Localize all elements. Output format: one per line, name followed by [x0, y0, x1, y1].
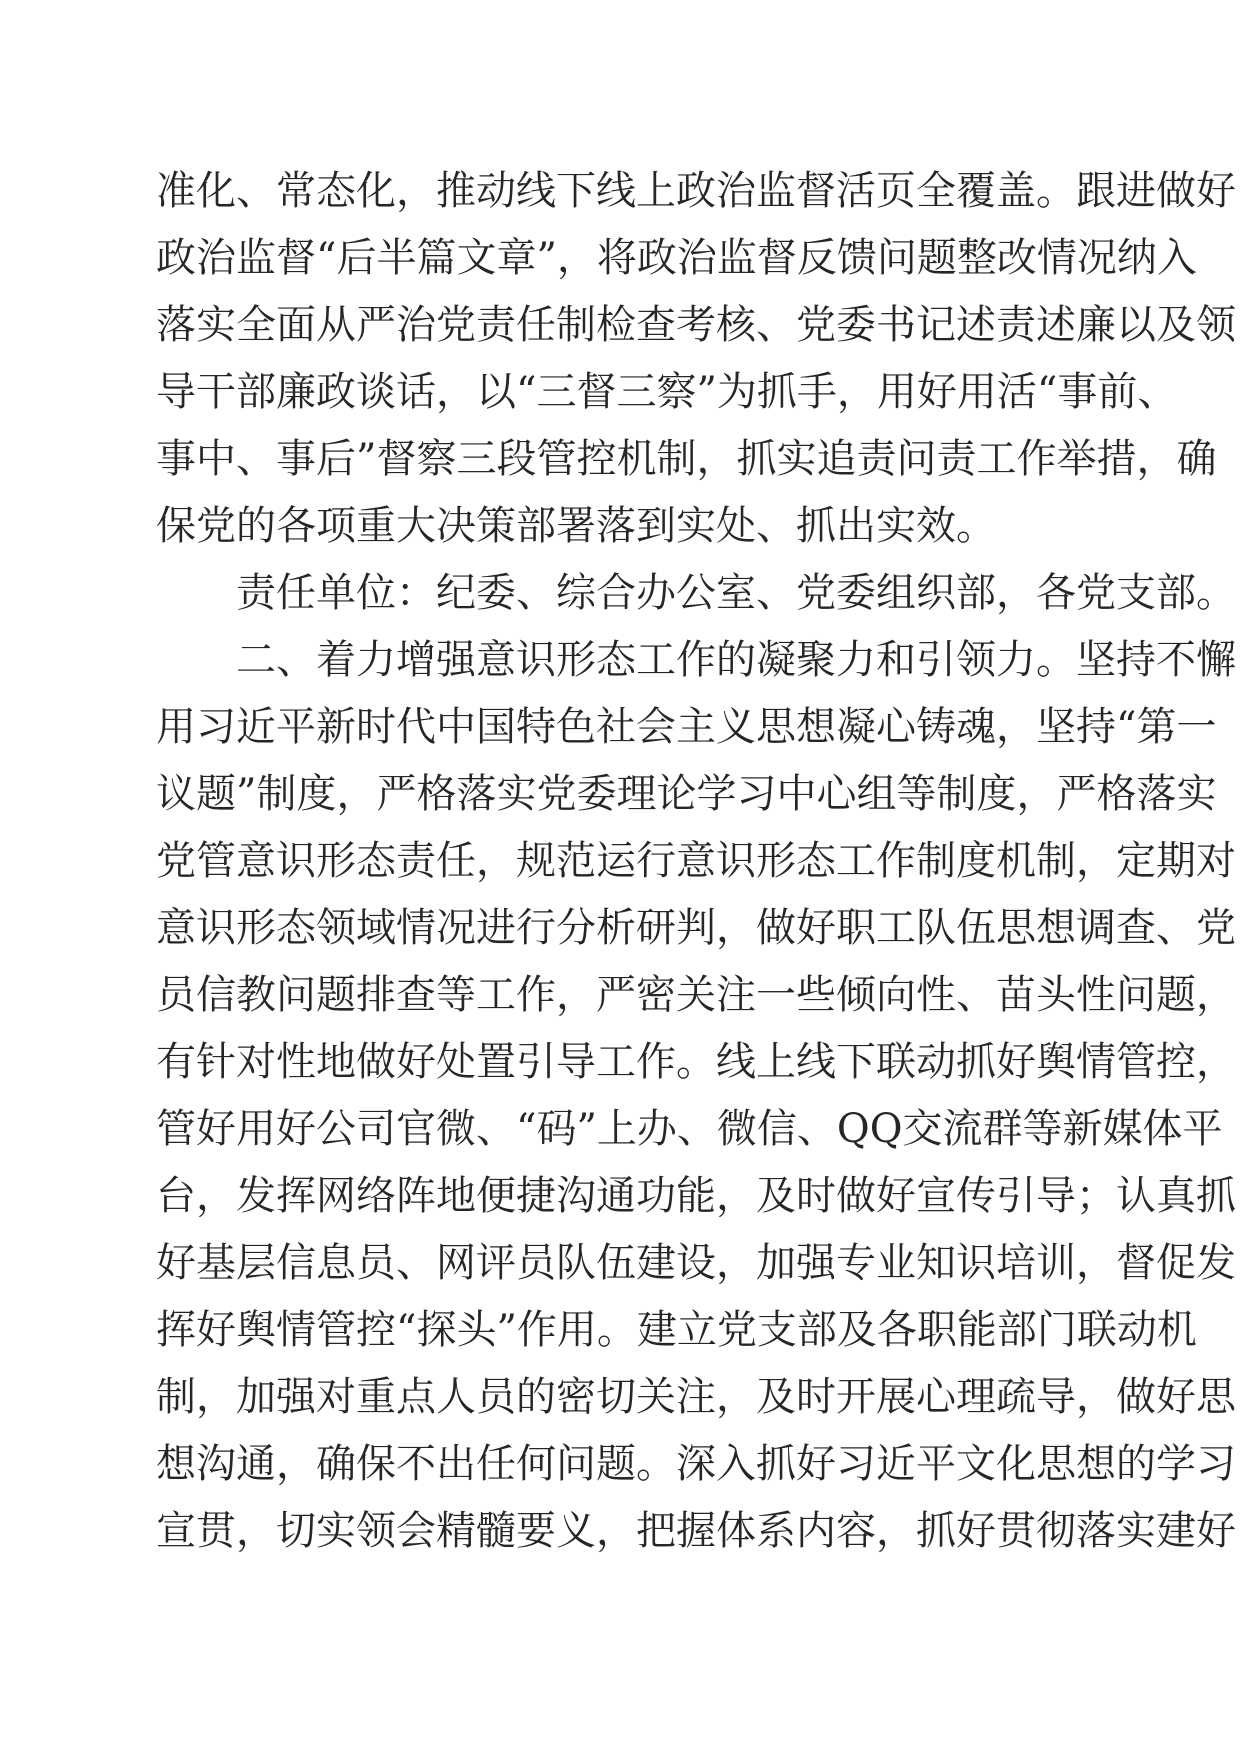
text-line-2: 政治监督“后半篇文章”，将政治监督反馈问题整改情况纳入	[156, 235, 1197, 281]
text-line-12: 意识形态领域情况进行分析研判，做好职工队伍思想调查、党	[156, 905, 1236, 951]
text-line-13: 员信教问题排查等工作，严密关注一些倾向性、苗头性问题，	[156, 972, 1236, 1018]
document-body	[156, 158, 1236, 1565]
text-line-15: 管好用好公司官微、“码”上办、微信、QQ交流群等新媒体平	[156, 1106, 1223, 1152]
text-line-16: 台，发挥网络阵地便捷沟通功能，及时做好宣传引导；认真抓	[156, 1173, 1236, 1219]
text-line-14: 有针对性地做好处置引导工作。线上线下联动抓好舆情管控，	[156, 1039, 1236, 1085]
text-line-11: 党管意识形态责任，规范运行意识形态工作制度机制，定期对	[156, 838, 1236, 884]
responsible-units-line: 责任单位：纪委、综合办公室、党委组织部，各党支部。	[236, 570, 1236, 616]
text-line-20: 想沟通，确保不出任何问题。深入抓好习近平文化思想的学习	[156, 1441, 1236, 1487]
section-two-heading-line: 二、着力增强意识形态工作的凝聚力和引领力。坚持不懈	[236, 637, 1236, 683]
text-line-4: 导干部廉政谈话，以“三督三察”为抓手，用好用活“事前、	[156, 369, 1178, 415]
text-line-5: 事中、事后”督察三段管控机制，抓实追责问责工作举措，确	[156, 436, 1217, 482]
text-line-9: 用习近平新时代中国特色社会主义思想凝心铸魂，坚持“第一	[156, 704, 1217, 750]
text-line-6: 保党的各项重大决策部署落到实处、抓出实效。	[156, 503, 996, 549]
text-line-1: 准化、常态化，推动线下线上政治监督活页全覆盖。跟进做好	[156, 168, 1236, 214]
text-line-17: 好基层信息员、网评员队伍建设，加强专业知识培训，督促发	[156, 1240, 1236, 1286]
text-line-21: 宣贯，切实领会精髓要义，把握体系内容，抓好贯彻落实建好	[156, 1508, 1236, 1554]
text-line-3: 落实全面从严治党责任制检查考核、党委书记述责述廉以及领	[156, 302, 1236, 348]
text-line-19: 制，加强对重点人员的密切关注，及时开展心理疏导，做好思	[156, 1374, 1236, 1420]
text-line-18: 挥好舆情管控“探头”作用。建立党支部及各职能部门联动机	[156, 1307, 1197, 1353]
text-line-10: 议题”制度，严格落实党委理论学习中心组等制度，严格落实	[156, 771, 1217, 817]
